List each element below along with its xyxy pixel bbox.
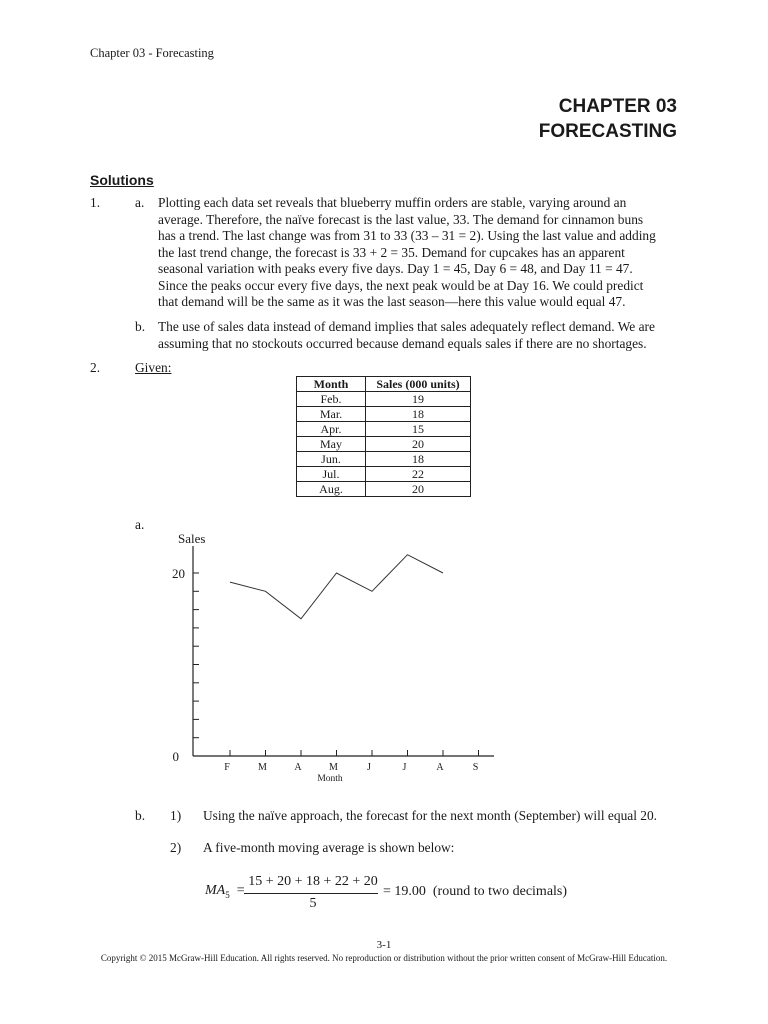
step-2-number: 2)	[170, 840, 182, 855]
given-label: Given:	[135, 360, 172, 375]
y-tick-label-top: 20	[172, 566, 185, 581]
table-row	[297, 437, 471, 452]
month-cell: Aug.	[297, 482, 366, 497]
table-row	[297, 392, 471, 407]
table-row	[297, 422, 471, 437]
text-line: seasonal variation with peaks every five days. Day 1 = 45, Day 6 = 48, and Day 11 = 47.	[158, 261, 633, 276]
step-1-number: 1)	[170, 808, 182, 823]
chapter-title	[539, 94, 677, 144]
problem-2b-label: b.	[135, 808, 146, 823]
text-line: has a trend. The last change was from 31 to 33 (33 – 31 = 2). Using the last value and adding	[158, 228, 656, 243]
month-cell: Apr.	[297, 422, 366, 437]
ma-numerator: 15 + 20 + 18 + 22 + 20	[248, 874, 378, 889]
table-row	[297, 467, 471, 482]
sales-cell: 19	[366, 392, 471, 407]
chapter-number: CHAPTER 03	[558, 96, 677, 117]
text-line: the last trend change, the forecast is 33 + 2 = 35. Demand for cupcakes has an apparent	[158, 244, 625, 260]
x-tick-label: M	[329, 762, 338, 773]
table-row	[297, 482, 471, 497]
page-number: 3-1	[376, 939, 392, 951]
text-line: Plotting each data set reveals that blueberry muffin orders are stable, varying around an	[158, 195, 627, 210]
chapter-name: FORECASTING	[538, 121, 677, 142]
copyright-notice: Copyright © 2015 McGraw-Hill Education. All rights reserved. No reproduction or distribution without the prior written consent of McGraw-Hill Education.	[100, 953, 668, 963]
month-cell: Jul.	[297, 467, 366, 482]
x-tick-label: A	[294, 762, 302, 773]
column-header-sales: Sales (000 units)	[366, 377, 471, 392]
sales-line-chart	[160, 528, 500, 786]
step-1-text: Using the naïve approach, the forecast for the next month (September) will equal 20.	[203, 808, 658, 823]
problem-1-number: 1.	[90, 195, 101, 210]
problem-1b-label: b.	[135, 319, 146, 334]
sales-cell: 22	[366, 467, 471, 482]
month-cell: Feb.	[297, 392, 366, 407]
sales-series-line	[230, 555, 443, 619]
text-line: The use of sales data instead of demand implies that sales adequately reflect demand. We are	[158, 319, 655, 334]
sales-cell: 20	[366, 482, 471, 497]
ma-result: = 19.00 (round to two decimals)	[383, 884, 568, 899]
ma-denominator: 5	[309, 896, 317, 911]
month-cell: May	[297, 437, 366, 452]
text-line: average. Therefore, the naïve forecast is the last value, 33. The demand for cinnamon buns	[158, 211, 644, 227]
section-heading: Solutions	[90, 172, 154, 188]
text-line: assuming that no stockouts occurred because demand equals sales if there are no shortages.	[158, 335, 647, 351]
sales-cell: 20	[366, 437, 471, 452]
x-tick-label: S	[472, 762, 479, 773]
column-header-month: Month	[297, 377, 366, 392]
problem-2-number: 2.	[90, 360, 101, 375]
problem-1a-text	[158, 195, 678, 311]
ma-symbol: MA	[205, 883, 226, 898]
problem-1a-label: a.	[135, 195, 145, 210]
x-axis-label: Month	[317, 774, 343, 784]
y-ticks	[193, 573, 199, 738]
x-tick-label: A	[436, 762, 444, 773]
text-line: Since the peaks occur every five days, the next peak would be at Day 16. We could predict	[158, 277, 644, 293]
table-row	[297, 452, 471, 467]
sales-cell: 15	[366, 422, 471, 437]
y-tick-label-zero: 0	[172, 749, 179, 764]
ma-subscript: 5	[225, 889, 230, 900]
problem-2a-label: a.	[135, 517, 145, 532]
fraction-bar	[244, 893, 378, 894]
running-header: Chapter 03 - Forecasting	[90, 46, 214, 60]
x-ticks	[224, 750, 478, 773]
sales-cell: 18	[366, 407, 471, 422]
month-cell: Mar.	[297, 407, 366, 422]
x-tick-label: J	[402, 762, 407, 773]
step-2-text: A five-month moving average is shown below:	[203, 840, 455, 855]
month-cell: Jun.	[297, 452, 366, 467]
ma-lhs: $MA_5$ =	[205, 883, 245, 900]
text-line: that demand will be the same as it was the last season—here this value would equal 47.	[158, 294, 626, 309]
x-tick-label: F	[224, 762, 230, 773]
sales-cell: 18	[366, 452, 471, 467]
problem-1b-text	[158, 319, 678, 352]
x-tick-label: M	[258, 762, 267, 773]
table-header-row	[297, 377, 471, 392]
y-axis-label: Sales	[178, 531, 206, 546]
x-tick-label: J	[367, 762, 371, 773]
table-row	[297, 407, 471, 422]
sales-table	[296, 376, 471, 497]
